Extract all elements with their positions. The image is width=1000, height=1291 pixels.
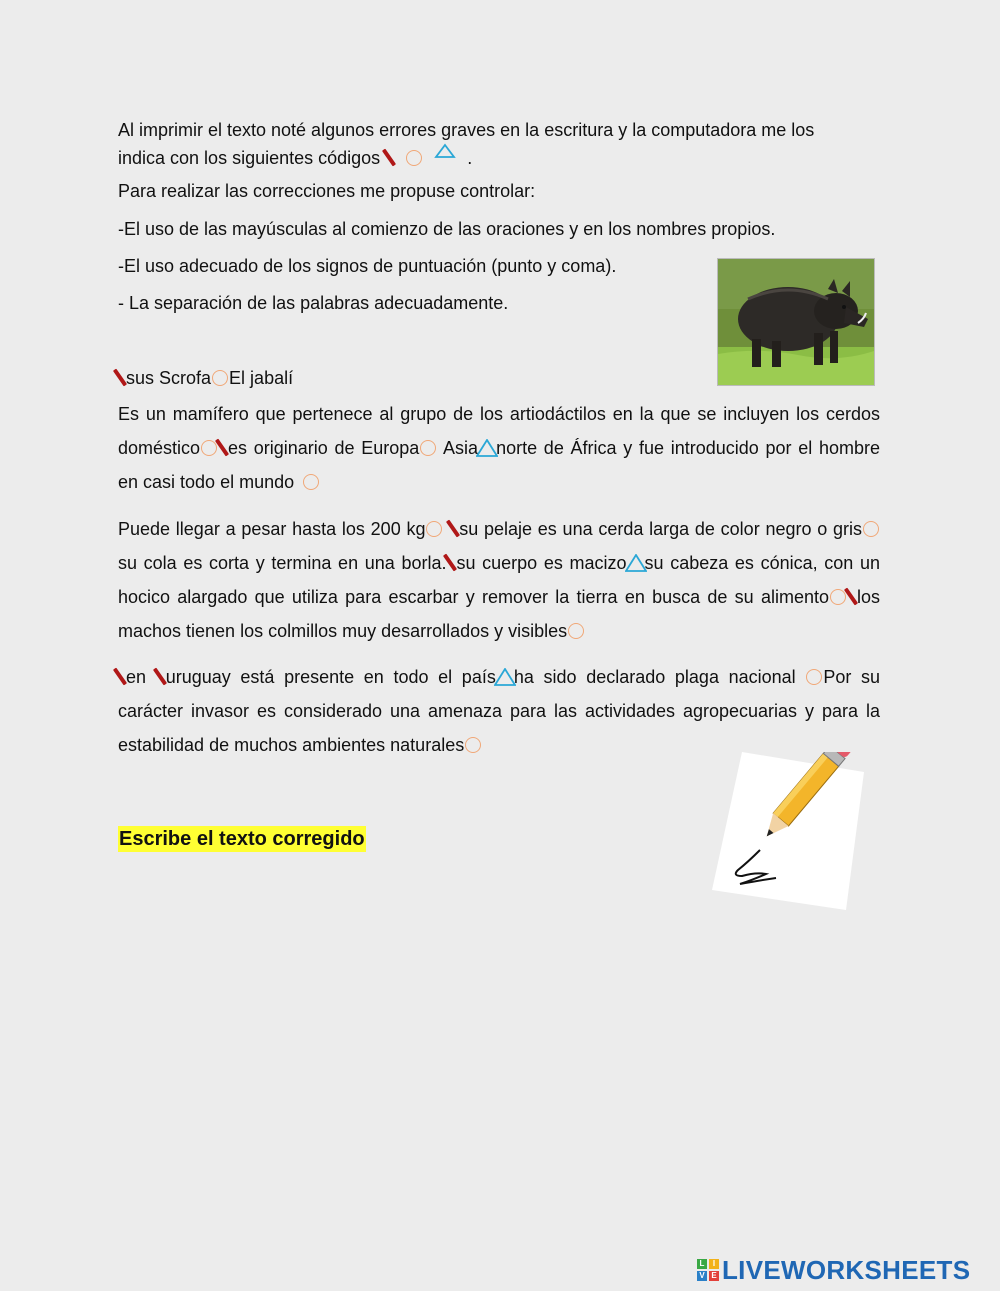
intro-line-1: Al imprimir el texto noté algunos errores graves en la escritura y la computadora me los <box>118 120 815 140</box>
paragraph-3 <box>118 660 880 762</box>
p3-segment-b: uruguay está presente en todo el país <box>165 667 496 687</box>
orange-circle-icon <box>420 440 436 456</box>
intro-line-2-period: . <box>467 148 473 168</box>
pencil-icon <box>712 752 864 910</box>
orange-circle-icon <box>212 370 228 386</box>
text-title <box>118 367 293 389</box>
task-heading: Escribe el texto corregido <box>119 828 365 850</box>
p2-segment-c: su cola es corta y termina en una borla. <box>118 553 447 573</box>
logo-mark-i: I <box>709 1259 719 1269</box>
red-slash-icon <box>113 668 127 686</box>
p3-segment-c: ha sido declarado plaga nacional <box>513 667 806 687</box>
intro-line-2-text: indica con los siguientes códigos <box>118 148 381 168</box>
p2-segment-e: su cabeza es cónica, con un hocico alargado que utiliza para escarbar y remover la tierra en busca de su alimento <box>118 553 880 607</box>
red-slash-icon <box>113 369 127 387</box>
orange-circle-icon <box>465 737 481 753</box>
red-slash-icon <box>215 439 229 457</box>
orange-circle-icon <box>303 474 319 490</box>
bullet-separation: - La separación de las palabras adecuadamente. <box>118 293 509 313</box>
logo-mark-l: L <box>697 1259 707 1269</box>
title-latin: sus Scrofa <box>126 368 212 388</box>
p2-segment-d: su cuerpo es macizo <box>456 553 627 573</box>
bullet-punctuation: -El uso adecuado de los signos de puntuación (punto y coma). <box>118 256 617 276</box>
blue-triangle-icon <box>494 668 516 686</box>
p1-segment-d: norte de África y fue introducido por el hombre en casi todo el mundo <box>118 438 880 492</box>
blue-triangle-icon <box>476 439 498 457</box>
intro-line-2 <box>118 143 472 169</box>
red-slash-icon <box>382 149 396 167</box>
p1-segment-c: Asia <box>437 438 479 458</box>
p2-segment-a: Puede llegar a pesar hasta los 200 kg <box>118 519 426 539</box>
p3-segment-a: en <box>126 667 156 687</box>
logo-mark-icon <box>697 1259 719 1281</box>
orange-circle-icon <box>426 521 442 537</box>
bullet-uppercase: -El uso de las mayúsculas al comienzo de las oraciones y en los nombres propios. <box>118 219 776 239</box>
liveworksheets-logo <box>697 1255 970 1285</box>
intro-line-3: Para realizar las correcciones me propuse controlar: <box>118 181 536 201</box>
p2-segment-b: su pelaje es una cerda larga de color negro o gris <box>459 519 862 539</box>
p1-segment-a: Es un mamífero que pertenece al grupo de los artiodáctilos en la que se incluyen los cerdos doméstico <box>118 404 880 458</box>
logo-mark-v: V <box>697 1271 707 1281</box>
orange-circle-icon <box>406 150 422 166</box>
wild-boar-photo <box>717 258 875 386</box>
p3-segment-d: Por su carácter invasor es considerado una amenaza para las actividades agropecuarias y para la estabilidad de muchos ambientes naturales <box>118 667 881 755</box>
orange-circle-icon <box>830 589 846 605</box>
paragraph-2 <box>118 512 880 648</box>
orange-circle-icon <box>201 440 217 456</box>
orange-circle-icon <box>863 521 879 537</box>
paragraph-1 <box>118 397 880 499</box>
p2-segment-f: los machos tienen los colmillos muy desarrollados y visibles <box>118 587 880 641</box>
blue-triangle-icon <box>434 143 456 161</box>
blue-triangle-icon <box>625 554 647 572</box>
logo-mark-e: E <box>709 1271 719 1281</box>
title-common: El jabalí <box>229 368 294 388</box>
red-slash-icon <box>844 588 858 606</box>
orange-circle-icon <box>806 669 822 685</box>
orange-circle-icon <box>568 623 584 639</box>
p1-segment-b: es originario de Europa <box>228 438 420 458</box>
logo-text: LIVEWORKSHEETS <box>722 1254 971 1285</box>
